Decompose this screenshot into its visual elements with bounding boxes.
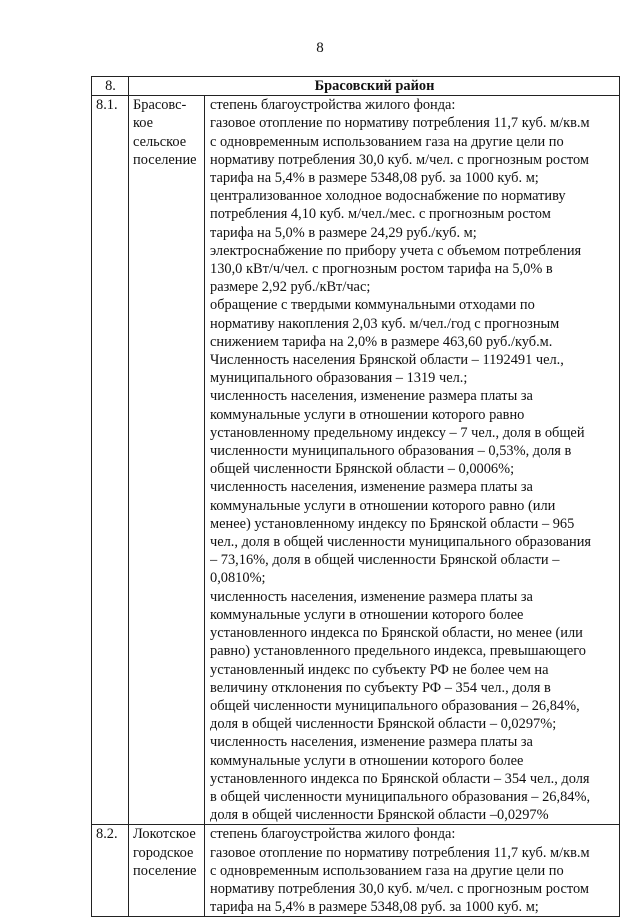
settlement-name-line: поселение — [133, 151, 197, 168]
description-line: муниципального образования – 1319 чел.; — [210, 370, 468, 387]
description-line: общей численности Брянской области – 0,0006%; — [210, 461, 515, 478]
description-line: численность населения, изменение размера платы за — [210, 588, 533, 605]
description-line: – 73,16%, доля в общей численности Брянской области – — [210, 552, 560, 569]
settlement-name — [129, 825, 205, 917]
description-line: газовое отопление по нормативу потребления 11,7 куб. м/кв.м — [210, 115, 590, 132]
description-line: численность населения, изменение размера платы за — [210, 388, 533, 405]
description-line: менее) установленному индексу по Брянской области – 965 — [210, 515, 575, 532]
district-title: Брасовский район — [129, 77, 620, 96]
description-line: чел., доля в общей численности муниципального образования — [210, 534, 592, 551]
description-line: обращение с твердыми коммунальными отходами по — [210, 297, 535, 314]
municipal-table — [91, 76, 620, 917]
row-number: 8.1. — [92, 96, 129, 825]
description-line: коммунальные услуги в отношении которого равно (или — [210, 497, 556, 514]
description-line: тарифа на 5,0% в размере 24,29 руб./куб. м; — [210, 224, 477, 241]
settlement-name-line: кое — [133, 115, 154, 132]
description-line: с одновременным использованием газа на другие цели по — [210, 133, 564, 150]
settlement-description — [205, 825, 620, 917]
description-line: установленного индекса по Брянской области – 354 чел., доля — [210, 770, 590, 787]
description-line: степень благоустройства жилого фонда: — [210, 826, 456, 843]
description-line: электроснабжение по прибору учета с объемом потребления — [210, 242, 582, 259]
settlement-name-line: городское — [133, 844, 194, 861]
description-line: в общей численности муниципального образования – 26,84%, — [210, 788, 591, 805]
row-number: 8.2. — [92, 825, 129, 917]
settlement-name — [129, 96, 205, 825]
description-line: равно) установленного предельного индекса, превышающего — [210, 643, 586, 660]
description-line: 0,0810%; — [210, 570, 266, 587]
description-line: газовое отопление по нормативу потребления 11,7 куб. м/кв.м — [210, 844, 590, 861]
table-header-row — [92, 77, 620, 96]
settlement-name-line: поселение — [133, 862, 197, 879]
description-line: установленный индекс по субъекту РФ не более чем на — [210, 661, 549, 678]
description-line: нормативу потребления 30,0 куб. м/чел. с прогнозным ростом — [210, 151, 589, 168]
description-line: с одновременным использованием газа на другие цели по — [210, 862, 564, 879]
settlement-name-line: Локотское — [133, 826, 196, 843]
description-line: Численность населения Брянской области – 1192491 чел., — [210, 352, 564, 369]
description-line: потребления 4,10 куб. м/чел./мес. с прогнозным ростом — [210, 206, 551, 223]
description-line: тарифа на 5,4% в размере 5348,08 руб. за 1000 куб. м; — [210, 899, 539, 916]
description-line: снижением тарифа на 2,0% в размере 463,60 руб./куб.м. — [210, 333, 553, 350]
description-line: численность населения, изменение размера платы за — [210, 479, 533, 496]
description-line: нормативу накопления 2,03 куб. м/чел./год с прогнозным — [210, 315, 560, 332]
settlement-name-line: Брасовс- — [133, 97, 187, 114]
description-line: доля в общей численности Брянской области – 0,0297%; — [210, 716, 557, 733]
description-line: величину отклонения по субъекту РФ – 354 чел., доля в — [210, 679, 551, 696]
page-number: 8 — [316, 40, 324, 56]
description-line: установленного индекса по Брянской области, но менее (или — [210, 625, 583, 642]
description-line: коммунальные услуги в отношении которого более — [210, 752, 524, 769]
description-line: коммунальные услуги в отношении которого более — [210, 606, 524, 623]
description-line: доля в общей численности Брянской области –0,0297% — [210, 807, 549, 824]
description-line: тарифа на 5,4% в размере 5348,08 руб. за 1000 куб. м; — [210, 170, 539, 187]
description-line: численность населения, изменение размера платы за — [210, 734, 533, 751]
description-line: степень благоустройства жилого фонда: — [210, 97, 456, 114]
description-line: размере 2,92 руб./кВт/час; — [210, 279, 371, 296]
description-line: численности муниципального образования – 0,53%, доля в — [210, 443, 572, 460]
settlement-description — [205, 96, 620, 825]
description-line: нормативу потребления 30,0 куб. м/чел. с прогнозным ростом — [210, 880, 589, 897]
description-line: коммунальные услуги в отношении которого равно — [210, 406, 525, 423]
description-line: 130,0 кВт/ч/чел. с прогнозным ростом тарифа на 5,0% в — [210, 261, 553, 278]
description-line: централизованное холодное водоснабжение по нормативу — [210, 188, 566, 205]
settlement-name-line: сельское — [133, 133, 187, 150]
description-line: общей численности муниципального образования – 26,84%, — [210, 697, 580, 714]
table-row — [92, 96, 620, 825]
description-line: установленному предельному индексу – 7 чел., доля в общей — [210, 424, 585, 441]
header-number: 8. — [92, 77, 129, 96]
table-row — [92, 825, 620, 917]
